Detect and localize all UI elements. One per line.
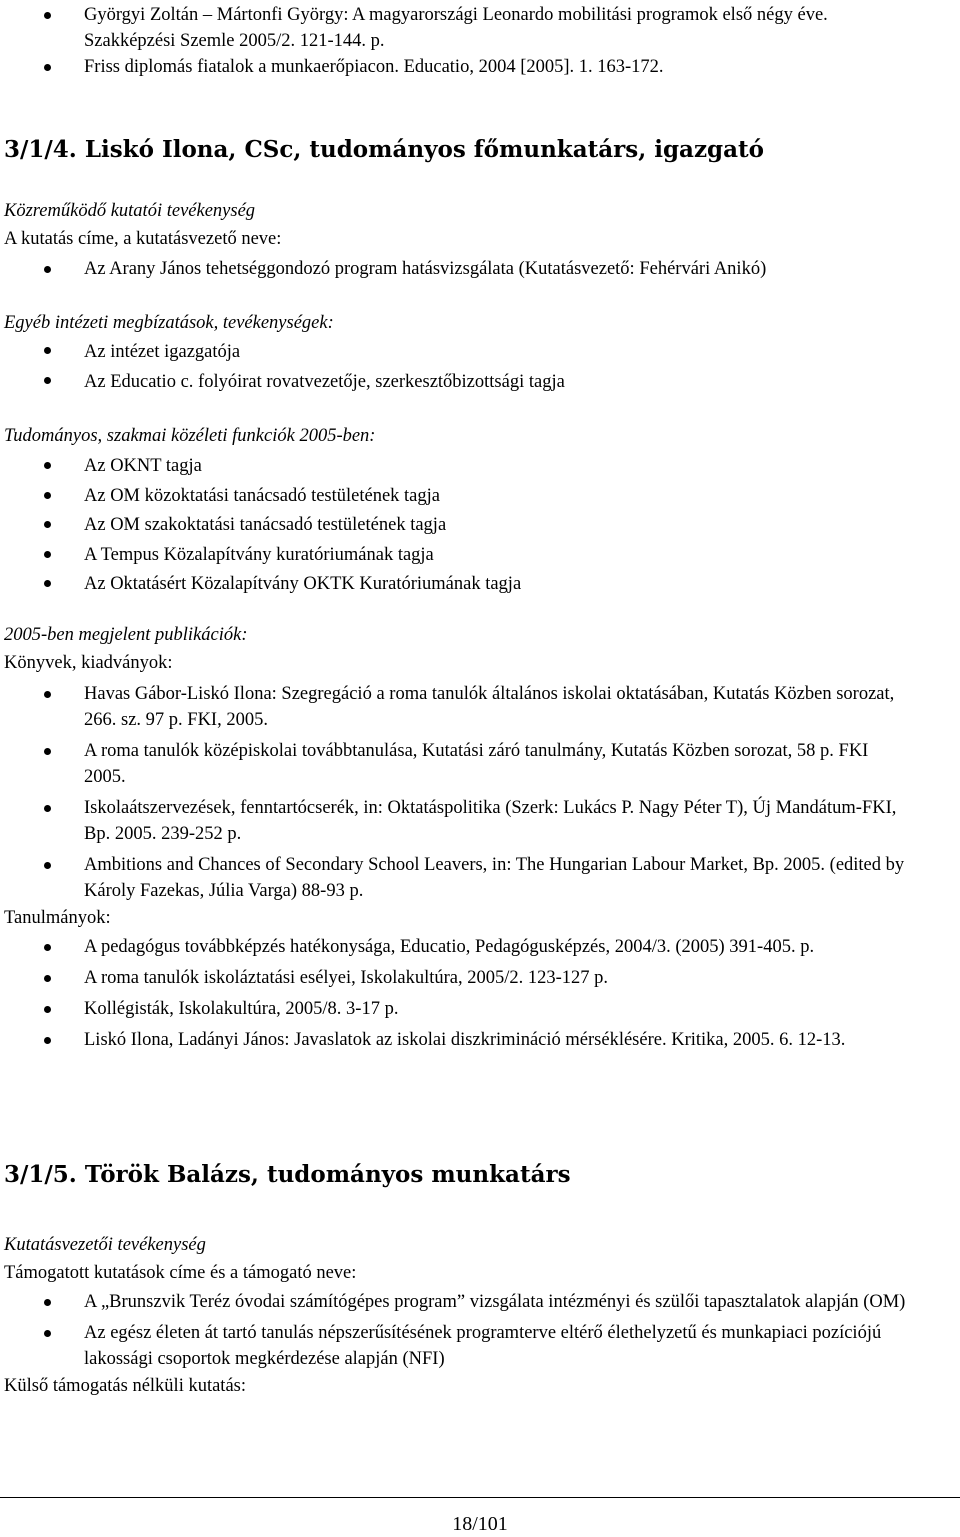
- subsection-label: A kutatás címe, a kutatásvezető neve:: [4, 229, 282, 249]
- list-item: Iskolaátszervezések, fenntartócserék, in: Oktatáspolitika (Szerk: Lukács P. Nagy Péter T), Új Mandátum-FKI, Bp. 2005. 239-252 p.: [4, 795, 954, 847]
- section-heading: 3/1/4. Liskó Ilona, CSc, tudományos főmunkatárs, igazgató: [4, 136, 764, 163]
- subsection-heading: Egyéb intézeti megbízatások, tevékenységek:: [4, 313, 334, 333]
- list-item: Az OM közoktatási tanácsadó testületének tagja: [4, 482, 954, 512]
- list-item: Friss diplomás fiatalok a munkaerőpiacon. Educatio, 2004 [2005]. 1. 163-172.: [4, 54, 954, 80]
- list-item: A roma tanulók iskoláztatási esélyei, Iskolakultúra, 2005/2. 123-127 p.: [4, 965, 954, 991]
- section-315: [4, 1160, 954, 1190]
- section-heading: 3/1/5. Török Balázs, tudományos munkatárs: [4, 1161, 571, 1188]
- list-item: Kollégisták, Iskolakultúra, 2005/8. 3-17 p.: [4, 996, 954, 1022]
- other-duties-block: [4, 309, 954, 397]
- page-number: 18/101: [452, 1513, 508, 1535]
- section-314: [4, 135, 954, 165]
- list-item: Az Oktatásért Közalapítvány OKTK Kuratóriumának tagja: [4, 570, 954, 600]
- list-item: Az OM szakoktatási tanácsadó testületének tagja: [4, 511, 954, 541]
- list-item: Havas Gábor-Liskó Ilona: Szegregáció a roma tanulók általános iskolai oktatásában, Kutatás Közben sorozat, 266. sz. 97 p. FKI, 2005.: [4, 681, 954, 733]
- list-item: Az Arany János tehetséggondozó program hatásvizsgálata (Kutatásvezető: Fehérvári Anikó): [4, 256, 954, 282]
- subsection-label: Külső támogatás nélküli kutatás:: [4, 1376, 246, 1396]
- subsection-heading: Tudományos, szakmai közéleti funkciók 2005-ben:: [4, 426, 376, 446]
- list-item: Az intézet igazgatója: [4, 337, 954, 367]
- list-item: Az egész életen át tartó tanulás népszerűsítésének programterve eltérő élethelyzetű és munkapiaci pozíciójú lakossági csoportok megkérdezése alapján (NFI): [4, 1320, 954, 1372]
- functions-block: [4, 422, 954, 600]
- lead-research-block: [4, 1231, 954, 1400]
- list-item: Györgyi Zoltán – Mártonfi György: A magyarországi Leonardo mobilitási programok első négy éve. Szakképzési Szemle 2005/2. 121-144. p.: [4, 2, 954, 54]
- top-publication-list: [4, 2, 954, 80]
- list-item: A „Brunszvik Teréz óvodai számítógépes program” vizsgálata intézményi és szülői tapasztalatok alapján (OM): [4, 1289, 954, 1315]
- footer-divider: [0, 1497, 960, 1498]
- research-block: [4, 197, 954, 282]
- subsection-heading: 2005-ben megjelent publikációk:: [4, 625, 248, 645]
- list-item: Az OKNT tagja: [4, 452, 954, 482]
- subsection-label: Könyvek, kiadványok:: [4, 653, 173, 673]
- list-item: A pedagógus továbbképzés hatékonysága, Educatio, Pedagógusképzés, 2004/3. (2005) 391-405. p.: [4, 934, 954, 960]
- list-item: Az Educatio c. folyóirat rovatvezetője, szerkesztőbizottsági tagja: [4, 367, 954, 397]
- publications-block: [4, 621, 954, 1053]
- list-item: Liskó Ilona, Ladányi János: Javaslatok az iskolai diszkrimináció mérséklésére. Kritika, 2005. 6. 12-13.: [4, 1027, 954, 1053]
- subsection-label: Tanulmányok:: [4, 908, 111, 928]
- subsection-label: Támogatott kutatások címe és a támogató neve:: [4, 1263, 357, 1283]
- list-item: A roma tanulók középiskolai továbbtanulása, Kutatási záró tanulmány, Kutatás Közben sorozat, 58 p. FKI 2005.: [4, 738, 954, 790]
- list-item: Ambitions and Chances of Secondary School Leavers, in: The Hungarian Labour Market, Bp. 2005. (edited by Károly Fazekas, Júlia Varga) 88-93 p.: [4, 852, 954, 904]
- list-item: A Tempus Közalapítvány kuratóriumának tagja: [4, 541, 954, 571]
- subsection-heading: Közreműködő kutatói tevékenység: [4, 201, 256, 221]
- subsection-heading: Kutatásvezetői tevékenység: [4, 1235, 206, 1255]
